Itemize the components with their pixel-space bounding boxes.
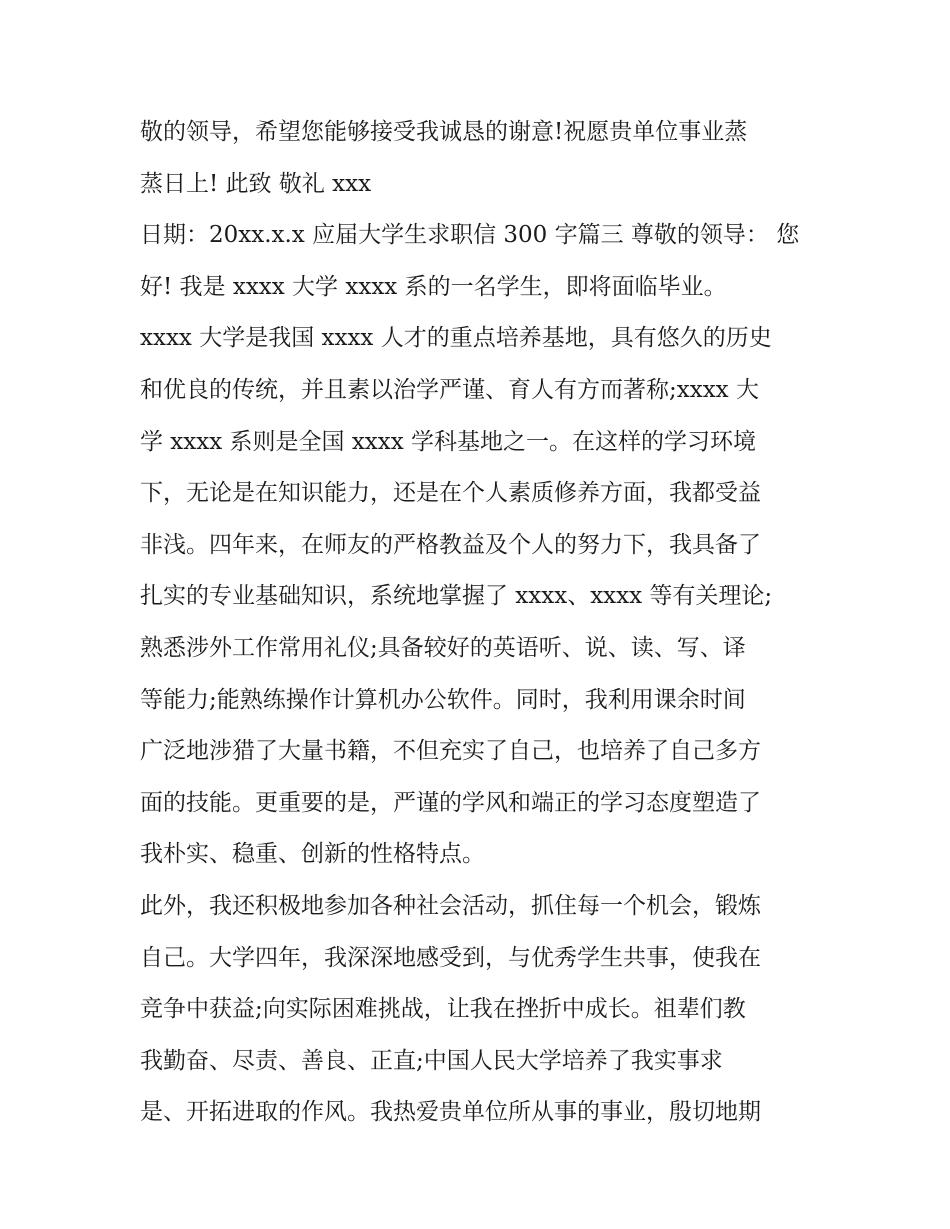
text-line: 蒸日上! 此致 敬礼 xxx (140, 170, 372, 197)
text-line: 竞争中获益;向实际困难挑战，让我在挫折中成长。祖辈们教 (140, 996, 746, 1023)
text-line: 扎实的专业基础知识，系统地掌握了 xxxx、xxxx 等有关理论; (140, 583, 773, 610)
text-line: 学 xxxx 系则是全国 xxxx 学科基地之一。在这样的学习环境 (140, 428, 757, 455)
text-line: 是、开拓进取的作风。我热爱贵单位所从事的事业，殷切地期 (140, 1099, 761, 1126)
text-line: 面的技能。更重要的是，严谨的学风和端正的学习态度塑造了 (140, 789, 761, 816)
text-line: 日期：20xx.x.x 应届大学生求职信 300 字篇三 尊敬的领导： 您 (140, 222, 800, 249)
text-line: 我勤奋、尽责、善良、正直;中国人民大学培养了我实事求 (140, 1047, 723, 1074)
text-line: 我朴实、稳重、创新的性格特点。 (140, 841, 485, 868)
text-line: 非浅。四年来，在师友的严格教益及个人的努力下，我具备了 (140, 531, 761, 558)
text-line: 熟悉涉外工作常用礼仪;具备较好的英语听、说、读、写、译 (140, 634, 746, 661)
text-line: 自己。大学四年，我深深地感受到，与优秀学生共事，使我在 (140, 944, 761, 971)
letter-body (140, 107, 820, 1139)
text-line: 此外，我还积极地参加各种社会活动，抓住每一个机会，锻炼 (140, 892, 761, 919)
text-line: xxxx 大学是我国 xxxx 人才的重点培养基地，具有悠久的历史 (140, 325, 772, 352)
text-line: 下，无论是在知识能力，还是在个人素质修养方面，我都受益 (140, 480, 761, 507)
text-line: 和优良的传统，并且素以治学严谨、育人有方而著称;xxxx 大 (140, 376, 759, 403)
text-line: 等能力;能熟练操作计算机办公软件。同时，我利用课余时间 (140, 686, 746, 713)
text-line: 好! 我是 xxxx 大学 xxxx 系的一名学生，即将面临毕业。 (140, 273, 727, 300)
text-line: 敬的领导，希望您能够接受我诚恳的谢意!祝愿贵单位事业蒸 (140, 119, 748, 145)
text-line: 广泛地涉猎了大量书籍，不但充实了自己，也培养了自己多方 (140, 738, 761, 765)
